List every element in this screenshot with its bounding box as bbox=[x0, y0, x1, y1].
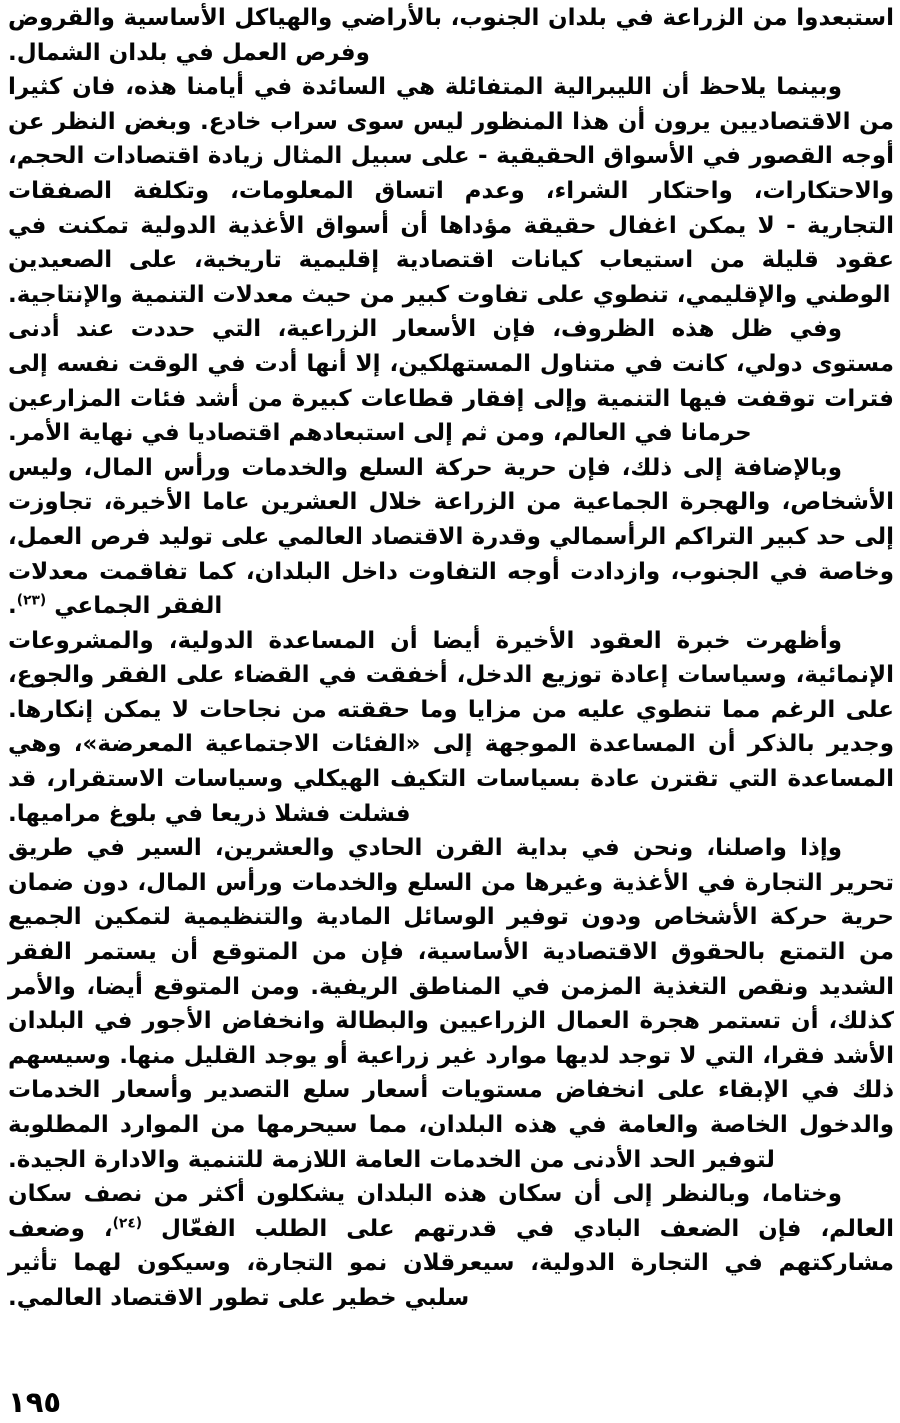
paragraph bbox=[8, 451, 894, 624]
text-run: وختاما، وبالنظر إلى أن سكان هذه البلدان يشكلون أكثر من نصف سكان العالم، فإن الضعف البادي في قدرتهم على الطلب الفعّال bbox=[8, 1181, 894, 1242]
footnote-ref: (٢٤) bbox=[112, 1215, 143, 1232]
paragraph bbox=[8, 1, 894, 70]
paragraph bbox=[8, 312, 894, 450]
text-run: وأظهرت خبرة العقود الأخيرة أيضا أن المساعدة الدولية، والمشروعات الإنمائية، وسياسات إعادة توزيع الدخل، أخفقت في القضاء على الفقر والجوع، على الرغم مما تنطوي عليه من مزايا وما حققته من نجاحات لا يمكن إنكارها. وجدير بالذكر أن المساعدة الموجهة إلى «الفئات الاجتماعية المعرضة»، وهي المساعدة التي تقترن عادة بسياسات التكيف الهيكلي وسياسات الاستقرار، قد فشلت فشلا ذريعا في بلوغ مراميها. bbox=[8, 627, 894, 827]
page-number: ١٩٥ bbox=[8, 1385, 62, 1419]
paragraph bbox=[8, 831, 894, 1177]
text-run: استبعدوا من الزراعة في بلدان الجنوب، بالأراضي والهياكل الأساسية والقروض وفرص العمل في بلدان الشمال. bbox=[8, 5, 894, 66]
paragraph bbox=[8, 624, 894, 832]
text-run: ، وضعف مشاركتهم في التجارة الدولية، سيعرقلان نمو التجارة، وسيكون لهما تأثير سلبي خطير على تطور الاقتصاد العالمي. bbox=[8, 1215, 894, 1311]
text-run: وبالإضافة إلى ذلك، فإن حرية حركة السلع والخدمات ورأس المال، وليس الأشخاص، والهجرة الجماعية من الزراعة خلال العشرين عاما الأخيرة، تجاوزت إلى حد كبير التراكم الرأسمالي وقدرة الاقتصاد العالمي على توليد فرص العمل، وخاصة في الجنوب، وازدادت أوجه التفاوت داخل البلدان، كما تفاقمت معدلات الفقر الجماعي bbox=[8, 454, 894, 620]
paragraph bbox=[8, 1177, 894, 1315]
paragraph bbox=[8, 70, 894, 312]
text-run: وبينما يلاحظ أن الليبرالية المتفائلة هي السائدة في أيامنا هذه، فان كثيرا من الاقتصاديين يرون أن هذا المنظور ليس سوى سراب خادع. وبغض النظر عن أوجه القصور في الأسواق الحقيقية - على سبيل المثال زيادة اقتصادات الحجم، والاحتكارات، واحتكار الشراء، وعدم اتساق المعلومات، وتكلفة الصفقات التجارية - لا يمكن اغفال حقيقة مؤداها أن أسواق الأغذية الدولية تمكنت في عقود قليلة من استيعاب كيانات اقتصادية إقليمية تاريخية، على الصعيدين الوطني والإقليمي، تنطوي على تفاوت كبير من حيث معدلات التنمية والإنتاجية. bbox=[8, 74, 894, 308]
text-run: . bbox=[8, 593, 17, 620]
text-run: وإذا واصلنا، ونحن في بداية القرن الحادي والعشرين، السير في طريق تحرير التجارة في الأغذية وغيرها من السلع والخدمات ورأس المال، دون ضمان حرية حركة الأشخاص ودون توفير الوسائل المادية والتنظيمية لتمكين الجميع من التمتع بالحقوق الاقتصادية الأساسية، فإن من المتوقع أن يستمر الفقر الشديد ونقص التغذية المزمن في المناطق الريفية. ومن المتوقع أيضا، والأمر كذلك، أن تستمر هجرة العمال الزراعيين والبطالة وانخفاض الأجور في البلدان الأشد فقرا، التي لا توجد لديها موارد غير زراعية أو يوجد القليل منها. وسيسهم ذلك في الإبقاء على انخفاض مستويات أسعار سلع التصدير وأسعار الخدمات والدخول الخاصة والعامة في هذه البلدان، مما سيحرمها من الموارد المطلوبة لتوفير الحد الأدنى من الخدمات العامة اللازمة للتنمية والادارة الجيدة. bbox=[8, 835, 894, 1173]
text-run: وفي ظل هذه الظروف، فإن الأسعار الزراعية، التي حددت عند أدنى مستوى دولي، كانت في متناول المستهلكين، إلا أنها أدت في الوقت نفسه إلى فترات توقفت فيها التنمية وإلى إفقار قطاعات كبيرة من أشد فئات المزارعين حرمانا في العالم، ومن ثم إلى استبعادهم اقتصاديا في نهاية الأمر. bbox=[8, 316, 894, 447]
text-block bbox=[8, 1, 894, 1316]
footnote-ref: (٢٣) bbox=[16, 592, 47, 609]
